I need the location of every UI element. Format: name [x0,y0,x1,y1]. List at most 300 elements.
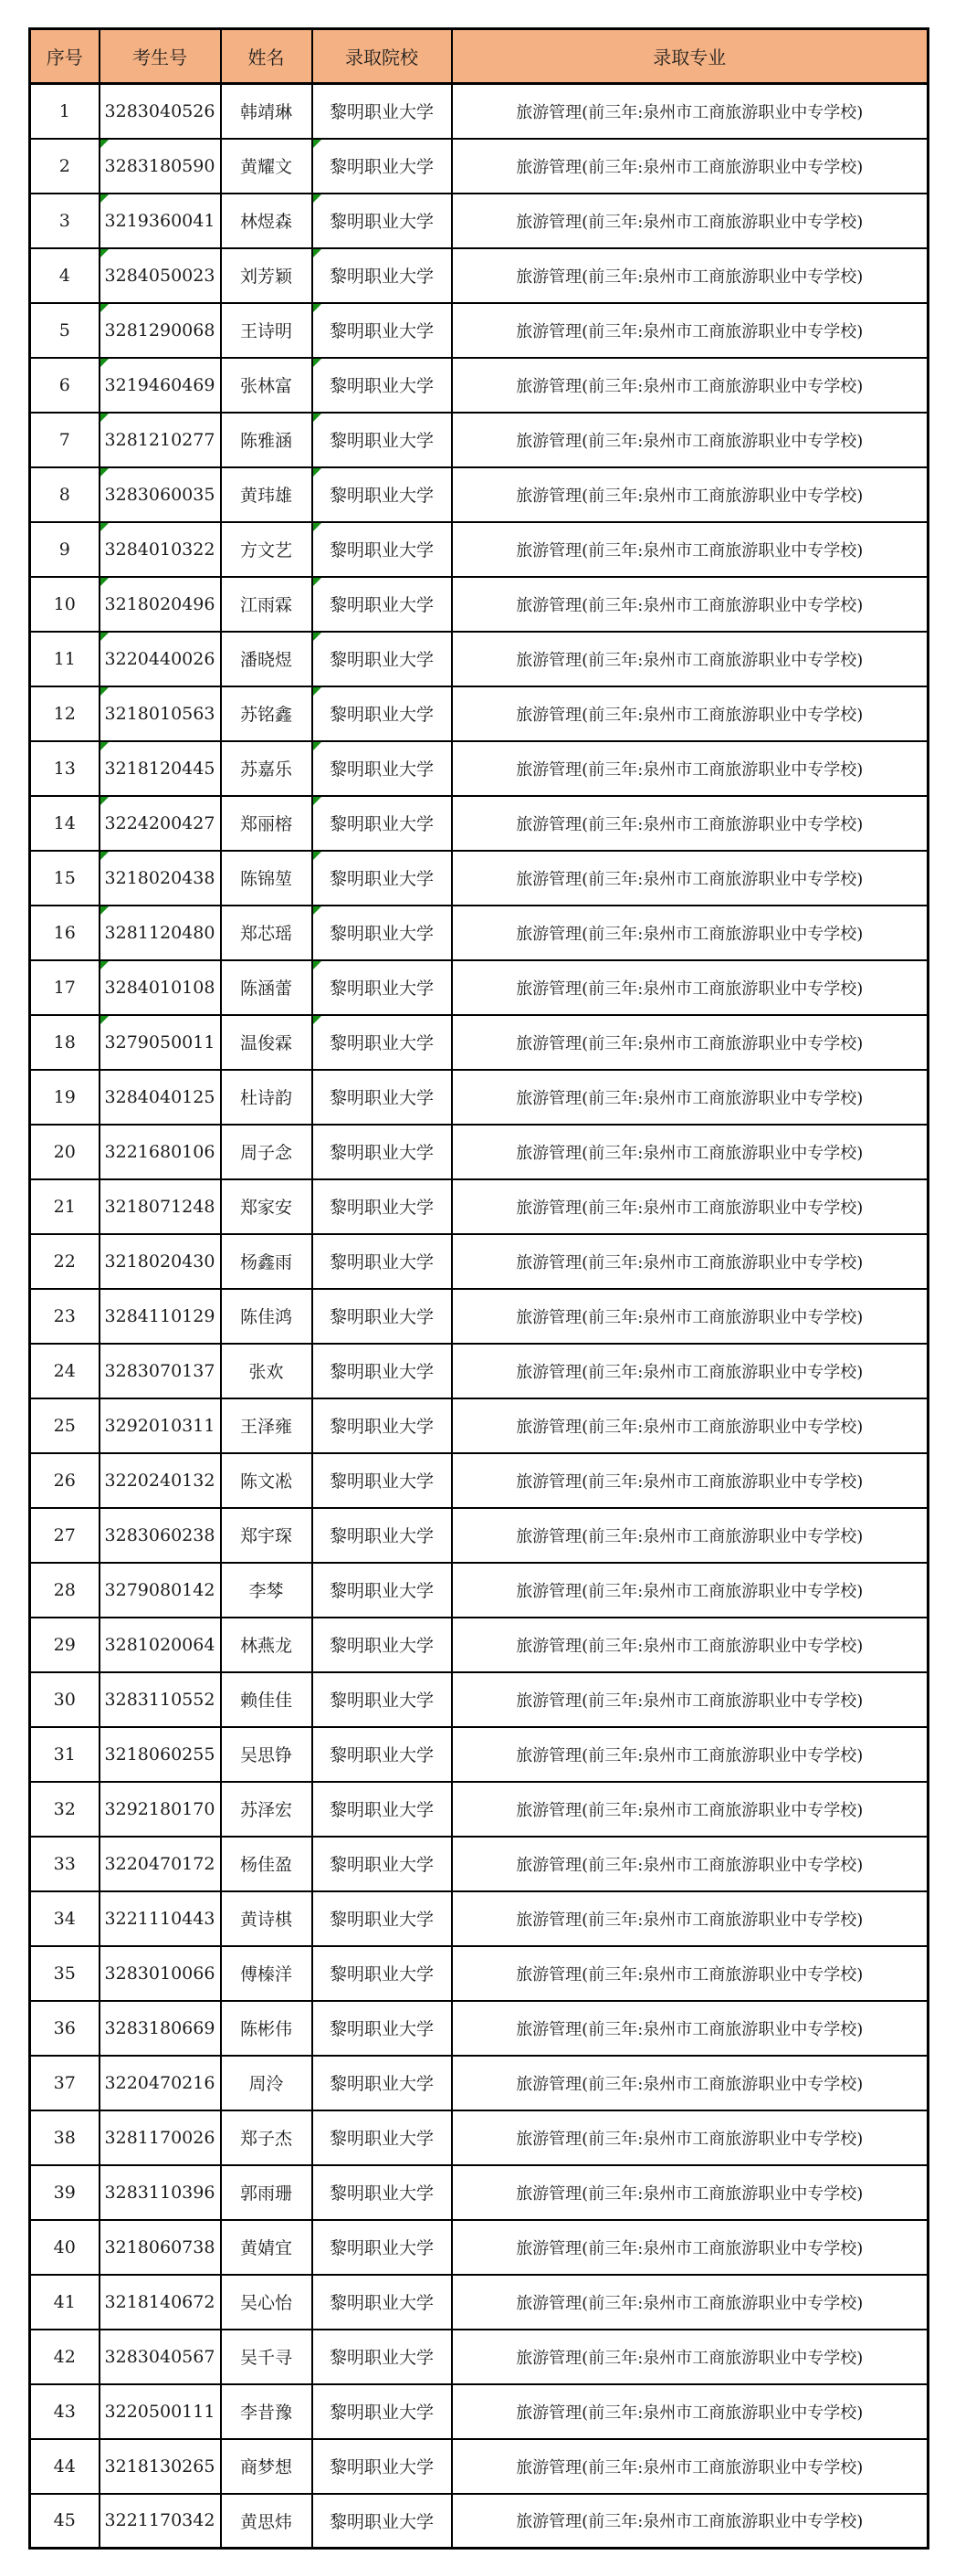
cell-college: 黎明职业大学 [312,1453,452,1508]
cell-college: 黎明职业大学 [312,1125,452,1179]
table-row [30,2056,929,2110]
table-row [30,1837,929,1891]
cell-exam-id: 3220240132 [100,1453,221,1508]
cell-name: 方文艺 [221,522,312,577]
cell-major: 旅游管理(前三年:泉州市工商旅游职业中专学校) [452,851,929,906]
cell-college: 黎明职业大学 [312,194,452,248]
cell-college: 黎明职业大学 [312,1727,452,1782]
cell-index: 25 [30,1398,100,1453]
excel-error-marker-icon [100,140,109,148]
cell-index: 14 [30,796,100,851]
cell-exam-id: 3281170026 [100,2110,221,2165]
cell-index: 3 [30,194,100,248]
cell-major: 旅游管理(前三年:泉州市工商旅游职业中专学校) [452,632,929,686]
cell-college: 黎明职业大学 [312,1344,452,1398]
cell-major: 旅游管理(前三年:泉州市工商旅游职业中专学校) [452,1453,929,1508]
cell-exam-id: 3218060738 [100,2220,221,2275]
cell-college: 黎明职业大学 [312,84,452,139]
cell-name: 黄玮雄 [221,467,312,522]
cell-college: 黎明职业大学 [312,1618,452,1672]
cell-name: 陈彬伟 [221,2001,312,2056]
cell-college: 黎明职业大学 [312,577,452,632]
cell-index: 13 [30,741,100,796]
cell-index: 1 [30,84,100,139]
cell-college: 黎明职业大学 [312,467,452,522]
cell-college: 黎明职业大学 [312,741,452,796]
cell-college: 黎明职业大学 [312,522,452,577]
cell-major: 旅游管理(前三年:泉州市工商旅游职业中专学校) [452,139,929,194]
cell-exam-id: 3221110443 [100,1891,221,1946]
cell-exam-id: 3283110396 [100,2165,221,2220]
cell-index: 43 [30,2384,100,2439]
cell-index: 35 [30,1946,100,2001]
cell-index: 5 [30,303,100,358]
cell-name: 郑丽榕 [221,796,312,851]
excel-error-marker-icon [313,1016,321,1024]
excel-error-marker-icon [313,194,321,203]
table-row [30,1727,929,1782]
cell-major: 旅游管理(前三年:泉州市工商旅游职业中专学校) [452,2165,929,2220]
table-row [30,2494,929,2549]
cell-college: 黎明职业大学 [312,1398,452,1453]
cell-college: 黎明职业大学 [312,1234,452,1289]
cell-exam-id: 3283070137 [100,1344,221,1398]
excel-error-marker-icon [313,633,321,641]
cell-name: 杨佳盈 [221,1837,312,1891]
cell-exam-id: 3218010563 [100,686,221,741]
cell-exam-id: 3218130265 [100,2439,221,2494]
cell-name: 王泽雍 [221,1398,312,1453]
cell-college: 黎明职业大学 [312,413,452,467]
cell-name: 黄思炜 [221,2494,312,2549]
cell-major: 旅游管理(前三年:泉州市工商旅游职业中专学校) [452,1563,929,1618]
cell-name: 杜诗韵 [221,1070,312,1125]
cell-index: 28 [30,1563,100,1618]
table-row [30,686,929,741]
excel-error-marker-icon [100,852,109,860]
cell-exam-id: 3218071248 [100,1179,221,1234]
cell-major: 旅游管理(前三年:泉州市工商旅游职业中专学校) [452,1618,929,1672]
excel-error-marker-icon [100,304,109,312]
cell-major: 旅游管理(前三年:泉州市工商旅游职业中专学校) [452,741,929,796]
cell-major: 旅游管理(前三年:泉州市工商旅游职业中专学校) [452,1508,929,1563]
excel-error-marker-icon [100,194,109,203]
table-row [30,2439,929,2494]
cell-major: 旅游管理(前三年:泉州市工商旅游职业中专学校) [452,796,929,851]
cell-exam-id: 3281120480 [100,906,221,960]
excel-error-marker-icon [313,961,321,969]
excel-error-marker-icon [313,249,321,257]
cell-exam-id: 3292180170 [100,1782,221,1837]
table-row [30,1563,929,1618]
table-row [30,577,929,632]
cell-name: 刘芳颖 [221,248,312,303]
cell-name: 郑子杰 [221,2110,312,2165]
cell-index: 22 [30,1234,100,1289]
cell-major: 旅游管理(前三年:泉州市工商旅游职业中专学校) [452,1672,929,1727]
cell-exam-id: 3221170342 [100,2494,221,2549]
table-row [30,1618,929,1672]
cell-major: 旅游管理(前三年:泉州市工商旅游职业中专学校) [452,2110,929,2165]
cell-name: 吴心怡 [221,2275,312,2330]
cell-major: 旅游管理(前三年:泉州市工商旅游职业中专学校) [452,1727,929,1782]
table-row [30,741,929,796]
cell-major: 旅游管理(前三年:泉州市工商旅游职业中专学校) [452,2439,929,2494]
cell-major: 旅游管理(前三年:泉州市工商旅游职业中专学校) [452,1179,929,1234]
cell-name: 周子念 [221,1125,312,1179]
table-row [30,632,929,686]
cell-college: 黎明职业大学 [312,796,452,851]
cell-major: 旅游管理(前三年:泉州市工商旅游职业中专学校) [452,467,929,522]
table-row [30,1015,929,1070]
table-row [30,2220,929,2275]
excel-error-marker-icon [313,852,321,860]
excel-error-marker-icon [100,249,109,257]
cell-major: 旅游管理(前三年:泉州市工商旅游职业中专学校) [452,686,929,741]
cell-exam-id: 3218060255 [100,1727,221,1782]
cell-exam-id: 3219460469 [100,358,221,413]
cell-exam-id: 3281020064 [100,1618,221,1672]
table-row [30,1782,929,1837]
cell-major: 旅游管理(前三年:泉州市工商旅游职业中专学校) [452,2384,929,2439]
cell-exam-id: 3224200427 [100,796,221,851]
cell-college: 黎明职业大学 [312,632,452,686]
table-row [30,796,929,851]
cell-index: 33 [30,1837,100,1891]
cell-exam-id: 3284110129 [100,1289,221,1344]
cell-college: 黎明职业大学 [312,1563,452,1618]
cell-college: 黎明职业大学 [312,2110,452,2165]
col-header-name: 姓名 [221,29,312,84]
table-row [30,303,929,358]
cell-index: 41 [30,2275,100,2330]
cell-college: 黎明职业大学 [312,2001,452,2056]
cell-major: 旅游管理(前三年:泉州市工商旅游职业中专学校) [452,248,929,303]
col-header-college: 录取院校 [312,29,452,84]
cell-exam-id: 3221680106 [100,1125,221,1179]
excel-error-marker-icon [100,414,109,422]
table-row [30,1672,929,1727]
cell-name: 吴千寻 [221,2330,312,2384]
table-row [30,2330,929,2384]
table-row [30,1234,929,1289]
cell-name: 陈涵蕾 [221,960,312,1015]
cell-name: 张欢 [221,1344,312,1398]
cell-college: 黎明职业大学 [312,1015,452,1070]
cell-exam-id: 3283180669 [100,2001,221,2056]
cell-major: 旅游管理(前三年:泉州市工商旅游职业中专学校) [452,1398,929,1453]
cell-index: 9 [30,522,100,577]
table-row [30,84,929,139]
excel-error-marker-icon [313,140,321,148]
cell-index: 31 [30,1727,100,1782]
cell-name: 杨鑫雨 [221,1234,312,1289]
cell-index: 42 [30,2330,100,2384]
cell-major: 旅游管理(前三年:泉州市工商旅游职业中专学校) [452,2494,929,2549]
cell-index: 7 [30,413,100,467]
cell-exam-id: 3218020438 [100,851,221,906]
cell-major: 旅游管理(前三年:泉州市工商旅游职业中专学校) [452,906,929,960]
table-row [30,1125,929,1179]
table-row [30,2275,929,2330]
cell-index: 2 [30,139,100,194]
cell-index: 15 [30,851,100,906]
cell-name: 陈佳鸿 [221,1289,312,1344]
cell-exam-id: 3284050023 [100,248,221,303]
cell-index: 11 [30,632,100,686]
cell-exam-id: 3284040125 [100,1070,221,1125]
cell-exam-id: 3283180590 [100,139,221,194]
cell-major: 旅游管理(前三年:泉州市工商旅游职业中专学校) [452,2330,929,2384]
cell-college: 黎明职业大学 [312,358,452,413]
cell-index: 36 [30,2001,100,2056]
cell-college: 黎明职业大学 [312,2494,452,2549]
cell-college: 黎明职业大学 [312,1289,452,1344]
cell-exam-id: 3283060035 [100,467,221,522]
cell-index: 30 [30,1672,100,1727]
cell-major: 旅游管理(前三年:泉州市工商旅游职业中专学校) [452,413,929,467]
cell-major: 旅游管理(前三年:泉州市工商旅游职业中专学校) [452,2275,929,2330]
table-row [30,467,929,522]
cell-college: 黎明职业大学 [312,2056,452,2110]
cell-exam-id: 3281290068 [100,303,221,358]
cell-index: 37 [30,2056,100,2110]
table-row [30,1891,929,1946]
cell-exam-id: 3283110552 [100,1672,221,1727]
cell-index: 40 [30,2220,100,2275]
cell-college: 黎明职业大学 [312,851,452,906]
cell-college: 黎明职业大学 [312,2439,452,2494]
cell-index: 44 [30,2439,100,2494]
cell-college: 黎明职业大学 [312,1508,452,1563]
cell-exam-id: 3220470216 [100,2056,221,2110]
table-row [30,522,929,577]
table-row [30,1070,929,1125]
cell-index: 27 [30,1508,100,1563]
table-row [30,2165,929,2220]
col-header-index: 序号 [30,29,100,84]
excel-error-marker-icon [100,797,109,805]
cell-name: 李昔豫 [221,2384,312,2439]
cell-index: 34 [30,1891,100,1946]
cell-index: 45 [30,2494,100,2549]
cell-index: 21 [30,1179,100,1234]
table-row [30,1508,929,1563]
cell-major: 旅游管理(前三年:泉州市工商旅游职业中专学校) [452,1289,929,1344]
cell-name: 陈雅涵 [221,413,312,467]
cell-index: 12 [30,686,100,741]
table-row [30,413,929,467]
cell-college: 黎明职业大学 [312,2275,452,2330]
table-row [30,2001,929,2056]
table-row [30,1344,929,1398]
col-header-major: 录取专业 [452,29,929,84]
cell-name: 郑家安 [221,1179,312,1234]
cell-major: 旅游管理(前三年:泉州市工商旅游职业中专学校) [452,1891,929,1946]
admission-table-body [30,84,929,2549]
cell-name: 陈文凇 [221,1453,312,1508]
cell-exam-id: 3219360041 [100,194,221,248]
cell-index: 32 [30,1782,100,1837]
cell-name: 韩靖琳 [221,84,312,139]
cell-college: 黎明职业大学 [312,1070,452,1125]
cell-exam-id: 3279050011 [100,1015,221,1070]
cell-index: 19 [30,1070,100,1125]
table-row [30,248,929,303]
cell-exam-id: 3283010066 [100,1946,221,2001]
excel-error-marker-icon [313,468,321,476]
excel-error-marker-icon [100,468,109,476]
cell-exam-id: 3292010311 [100,1398,221,1453]
cell-college: 黎明职业大学 [312,960,452,1015]
cell-major: 旅游管理(前三年:泉州市工商旅游职业中专学校) [452,2001,929,2056]
excel-error-marker-icon [100,906,109,915]
cell-exam-id: 3283040567 [100,2330,221,2384]
cell-index: 38 [30,2110,100,2165]
table-row [30,194,929,248]
excel-error-marker-icon [100,961,109,969]
cell-major: 旅游管理(前三年:泉州市工商旅游职业中专学校) [452,577,929,632]
cell-name: 傅榛洋 [221,1946,312,2001]
cell-college: 黎明职业大学 [312,2330,452,2384]
excel-error-marker-icon [313,578,321,586]
cell-name: 李棽 [221,1563,312,1618]
cell-major: 旅游管理(前三年:泉州市工商旅游职业中专学校) [452,2220,929,2275]
excel-error-marker-icon [100,1016,109,1024]
cell-index: 39 [30,2165,100,2220]
cell-name: 吴思铮 [221,1727,312,1782]
cell-name: 苏铭鑫 [221,686,312,741]
cell-major: 旅游管理(前三年:泉州市工商旅游职业中专学校) [452,522,929,577]
excel-error-marker-icon [100,687,109,696]
cell-exam-id: 3283040526 [100,84,221,139]
cell-major: 旅游管理(前三年:泉州市工商旅游职业中专学校) [452,358,929,413]
cell-name: 苏嘉乐 [221,741,312,796]
table-row [30,2384,929,2439]
cell-college: 黎明职业大学 [312,303,452,358]
cell-index: 10 [30,577,100,632]
cell-major: 旅游管理(前三年:泉州市工商旅游职业中专学校) [452,1070,929,1125]
cell-exam-id: 3220470172 [100,1837,221,1891]
cell-name: 郭雨珊 [221,2165,312,2220]
cell-index: 4 [30,248,100,303]
cell-college: 黎明职业大学 [312,1672,452,1727]
cell-name: 周泠 [221,2056,312,2110]
cell-major: 旅游管理(前三年:泉州市工商旅游职业中专学校) [452,2056,929,2110]
cell-name: 黄耀文 [221,139,312,194]
header-row [30,29,929,84]
cell-name: 陈锦堃 [221,851,312,906]
cell-major: 旅游管理(前三年:泉州市工商旅游职业中专学校) [452,1344,929,1398]
table-row [30,1398,929,1453]
cell-index: 26 [30,1453,100,1508]
table-row [30,1289,929,1344]
excel-error-marker-icon [313,523,321,531]
cell-index: 6 [30,358,100,413]
cell-major: 旅游管理(前三年:泉州市工商旅游职业中专学校) [452,1015,929,1070]
excel-error-marker-icon [100,742,109,750]
cell-major: 旅游管理(前三年:泉州市工商旅游职业中专学校) [452,84,929,139]
cell-index: 23 [30,1289,100,1344]
cell-name: 温俊霖 [221,1015,312,1070]
cell-exam-id: 3218020430 [100,1234,221,1289]
table-row [30,2110,929,2165]
cell-name: 江雨霖 [221,577,312,632]
cell-exam-id: 3283060238 [100,1508,221,1563]
cell-major: 旅游管理(前三年:泉州市工商旅游职业中专学校) [452,194,929,248]
table-row [30,1179,929,1234]
cell-exam-id: 3220500111 [100,2384,221,2439]
cell-index: 20 [30,1125,100,1179]
cell-college: 黎明职业大学 [312,139,452,194]
cell-major: 旅游管理(前三年:泉州市工商旅游职业中专学校) [452,303,929,358]
table-row [30,358,929,413]
cell-name: 王诗明 [221,303,312,358]
cell-major: 旅游管理(前三年:泉州市工商旅游职业中专学校) [452,1234,929,1289]
cell-index: 29 [30,1618,100,1672]
cell-name: 黄诗棋 [221,1891,312,1946]
excel-error-marker-icon [313,797,321,805]
cell-name: 张林富 [221,358,312,413]
excel-error-marker-icon [100,359,109,367]
cell-exam-id: 3284010322 [100,522,221,577]
cell-major: 旅游管理(前三年:泉州市工商旅游职业中专学校) [452,1946,929,2001]
cell-college: 黎明职业大学 [312,1782,452,1837]
cell-exam-id: 3218140672 [100,2275,221,2330]
cell-exam-id: 3218120445 [100,741,221,796]
cell-college: 黎明职业大学 [312,1891,452,1946]
table-row [30,960,929,1015]
cell-exam-id: 3279080142 [100,1563,221,1618]
table-row [30,1946,929,2001]
cell-index: 8 [30,467,100,522]
cell-college: 黎明职业大学 [312,248,452,303]
cell-name: 赖佳佳 [221,1672,312,1727]
excel-error-marker-icon [313,359,321,367]
cell-name: 郑宇琛 [221,1508,312,1563]
cell-college: 黎明职业大学 [312,2165,452,2220]
cell-college: 黎明职业大学 [312,906,452,960]
cell-college: 黎明职业大学 [312,2384,452,2439]
cell-college: 黎明职业大学 [312,2220,452,2275]
cell-name: 黄婧宜 [221,2220,312,2275]
excel-error-marker-icon [313,742,321,750]
cell-college: 黎明职业大学 [312,1179,452,1234]
admission-table [28,27,929,2550]
excel-error-marker-icon [313,304,321,312]
cell-exam-id: 3281210277 [100,413,221,467]
table-row [30,851,929,906]
cell-college: 黎明职业大学 [312,686,452,741]
cell-index: 18 [30,1015,100,1070]
table-row [30,139,929,194]
excel-error-marker-icon [313,906,321,915]
cell-name: 潘晓煜 [221,632,312,686]
cell-exam-id: 3218020496 [100,577,221,632]
excel-error-marker-icon [100,633,109,641]
cell-major: 旅游管理(前三年:泉州市工商旅游职业中专学校) [452,960,929,1015]
excel-error-marker-icon [100,523,109,531]
col-header-exam-id: 考生号 [100,29,221,84]
excel-error-marker-icon [313,414,321,422]
excel-error-marker-icon [313,687,321,696]
cell-exam-id: 3220440026 [100,632,221,686]
cell-college: 黎明职业大学 [312,1946,452,2001]
cell-major: 旅游管理(前三年:泉州市工商旅游职业中专学校) [452,1782,929,1837]
cell-index: 17 [30,960,100,1015]
cell-exam-id: 3284010108 [100,960,221,1015]
cell-name: 苏泽宏 [221,1782,312,1837]
